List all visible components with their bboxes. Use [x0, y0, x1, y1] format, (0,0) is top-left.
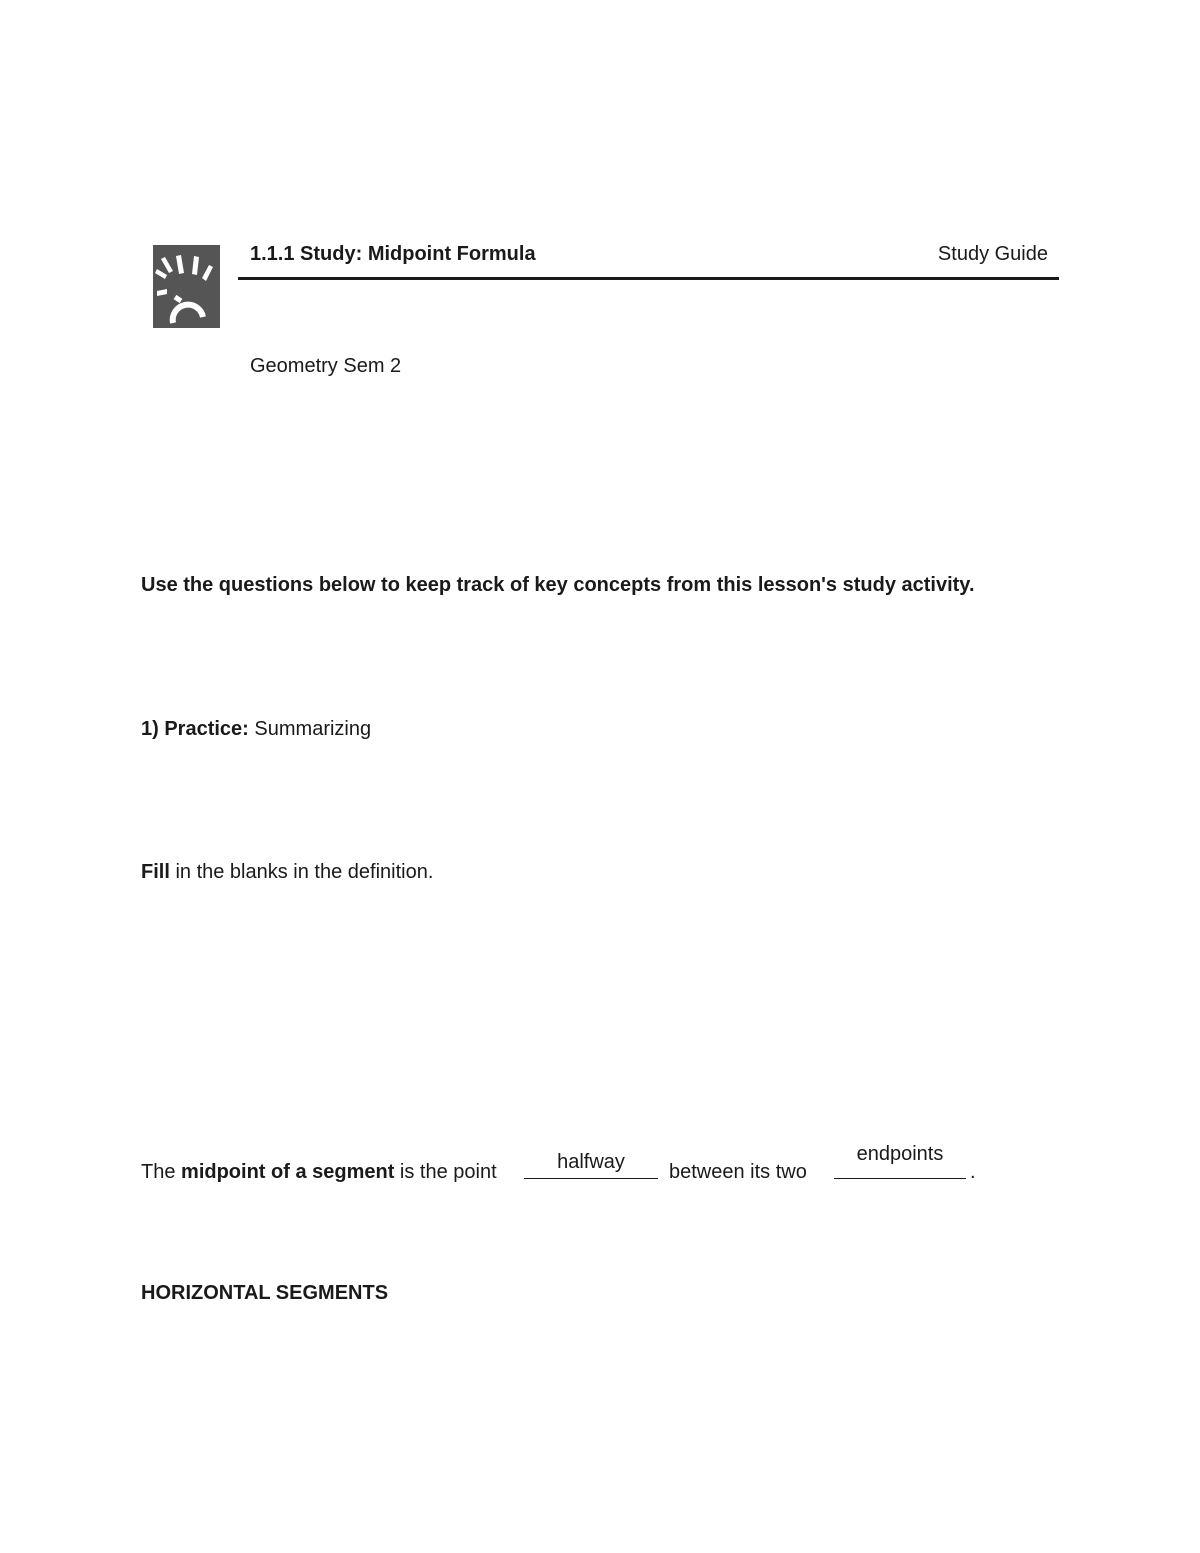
definition-sentence-start: [141, 1161, 497, 1184]
blank-line-1: [524, 1178, 658, 1179]
definition-part3: between its two: [669, 1161, 807, 1183]
practice-topic: Summarizing: [254, 718, 372, 740]
fill-prompt: [141, 861, 433, 884]
definition-part1: The: [141, 1161, 182, 1183]
sunburst-logo-icon: [153, 245, 220, 328]
document-type-label: Study Guide: [937, 243, 1048, 265]
header-divider: [238, 277, 1059, 280]
definition-end: .: [970, 1161, 976, 1183]
course-name: Geometry Sem 2: [250, 355, 402, 377]
instructions-text: Use the questions below to keep track of key concepts from this lesson's study activity.: [141, 574, 975, 596]
definition-part2: is the point: [394, 1161, 497, 1183]
answer-blank-1[interactable]: halfway: [557, 1151, 625, 1173]
practice-heading: [141, 718, 371, 741]
practice-number-label: 1) Practice:: [141, 718, 249, 740]
answer-blank-2[interactable]: endpoints: [856, 1143, 944, 1165]
lesson-title: 1.1.1 Study: Midpoint Formula: [250, 243, 536, 265]
fill-prompt-rest: in the blanks in the definition.: [169, 861, 434, 883]
fill-prompt-bold: Fill: [141, 861, 170, 883]
definition-term: midpoint of a segment: [181, 1161, 395, 1183]
section-heading-horizontal-segments: HORIZONTAL SEGMENTS: [141, 1282, 389, 1304]
blank-line-2: [834, 1178, 966, 1179]
